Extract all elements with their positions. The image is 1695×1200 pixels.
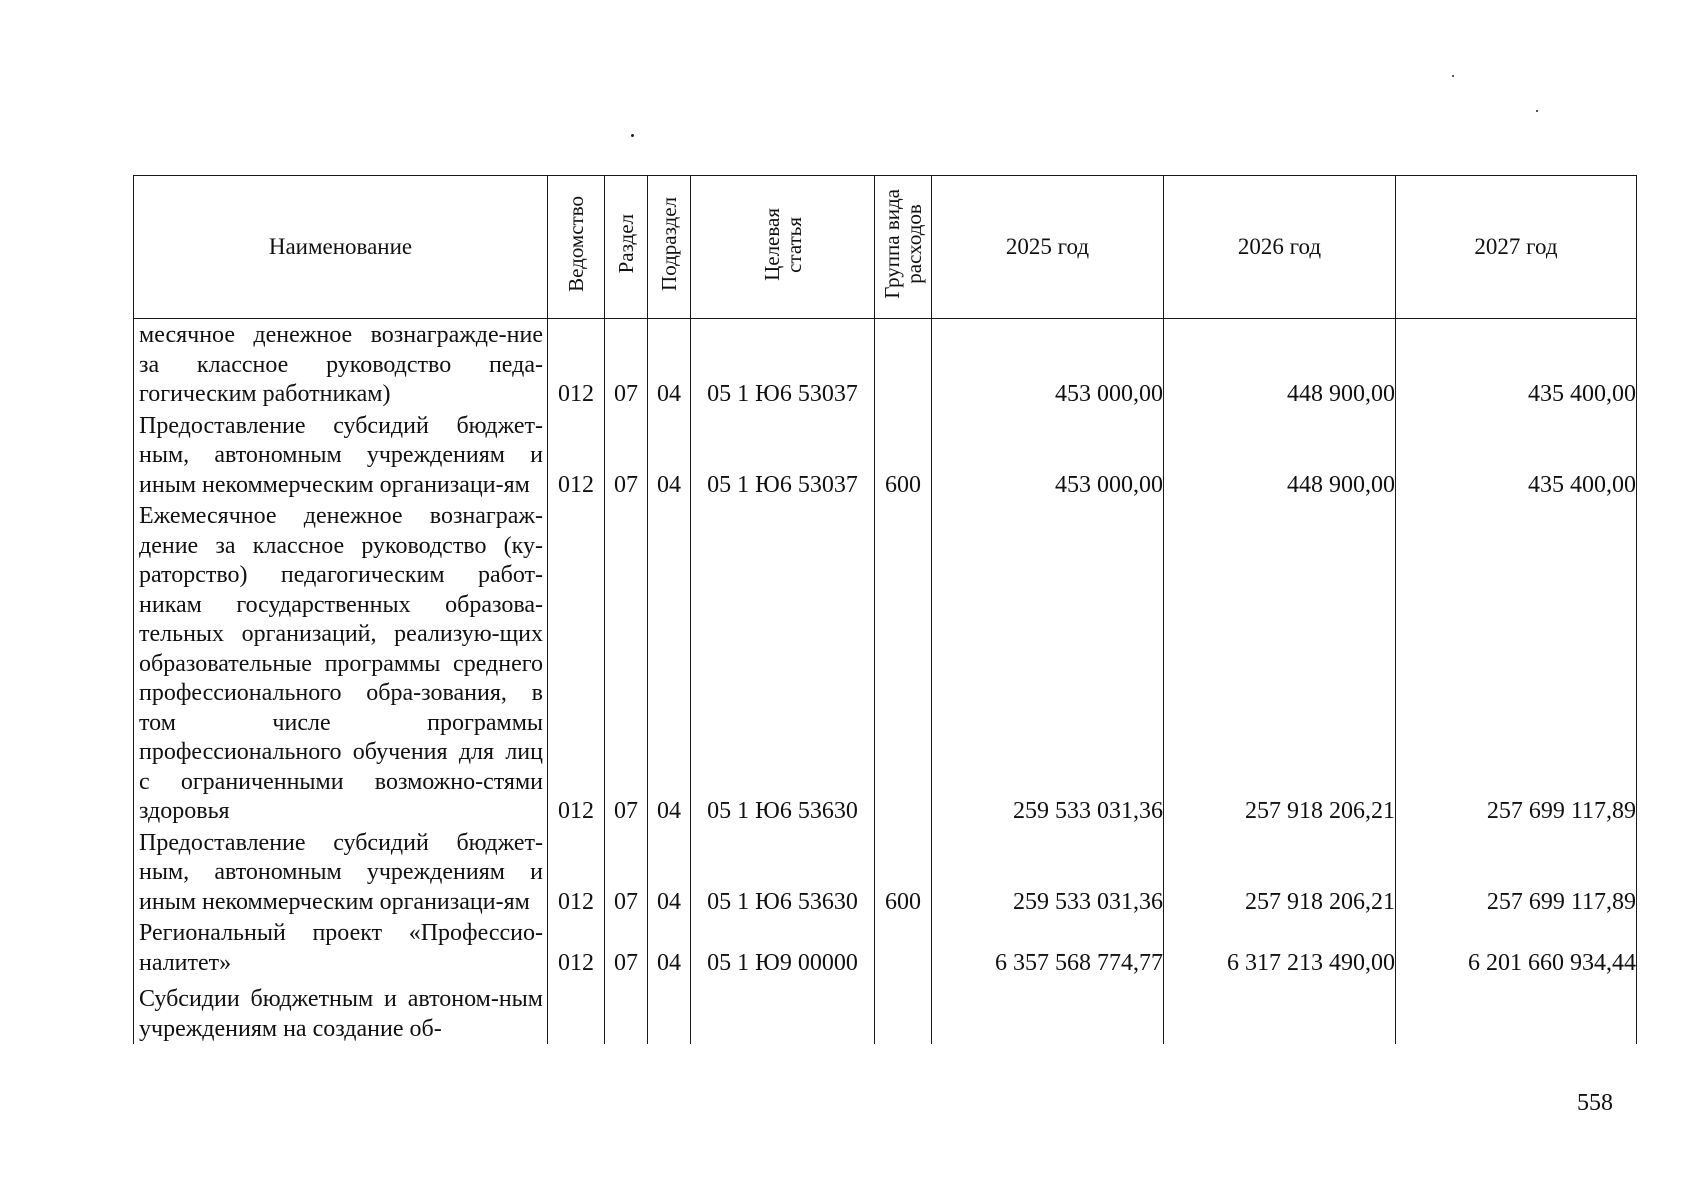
budget-table [133, 175, 1637, 1044]
header-expense-group: Группа вида расходов [875, 176, 932, 319]
row-2026: 257 918 206,21 [1164, 827, 1396, 918]
row-2025: 453 000,00 [932, 319, 1164, 410]
header-section: Раздел [605, 176, 648, 319]
row-subsection: 04 [648, 319, 691, 410]
header-2027: 2027 год [1396, 176, 1637, 319]
row-name: Ежемесячное денежное вознаграж-дение за классное руководство (ку-раторство) педагогическим работ-никам государственных образова-тельных организаций, реализую-щих образовательные программы среднего профессионального обра-зования, в том числе программы профессионального обучения для лиц с ограниченными возможно-стями здоровья [134, 500, 548, 827]
row-dept: 012 [548, 500, 605, 827]
row-2027: 257 699 117,89 [1396, 827, 1637, 918]
row-group: 600 [875, 827, 932, 918]
row-section [605, 978, 648, 1044]
row-target: 05 1 Ю6 53630 [691, 827, 875, 918]
row-subsection: 04 [648, 827, 691, 918]
row-subsection: 04 [648, 410, 691, 501]
row-name: Субсидии бюджетным и автоном-ным учреждениям на создание об- [134, 978, 548, 1044]
row-name: месячное денежное вознагражде-ние за классное руководство педа-гогическим работникам) [134, 319, 548, 410]
row-2026 [1164, 978, 1396, 1044]
header-2026: 2026 год [1164, 176, 1396, 319]
row-2025: 259 533 031,36 [932, 827, 1164, 918]
row-2025 [932, 978, 1164, 1044]
row-2027: 257 699 117,89 [1396, 500, 1637, 827]
scan-speck [1536, 110, 1538, 112]
row-dept: 012 [548, 917, 605, 978]
header-dept: Ведомство [548, 176, 605, 319]
scan-speck [1452, 75, 1454, 77]
row-group [875, 917, 932, 978]
row-2027: 435 400,00 [1396, 410, 1637, 501]
row-target: 05 1 Ю9 00000 [691, 917, 875, 978]
row-name: Региональный проект «Профессио-налитет» [134, 917, 548, 978]
row-subsection: 04 [648, 500, 691, 827]
row-section: 07 [605, 827, 648, 918]
table-row [134, 917, 1637, 978]
table-row [134, 410, 1637, 501]
row-target: 05 1 Ю6 53037 [691, 319, 875, 410]
row-2026: 6 317 213 490,00 [1164, 917, 1396, 978]
row-group: 600 [875, 410, 932, 501]
row-2026: 257 918 206,21 [1164, 500, 1396, 827]
row-target [691, 978, 875, 1044]
row-2027 [1396, 978, 1637, 1044]
table-header-row [134, 176, 1637, 319]
row-group [875, 500, 932, 827]
row-target: 05 1 Ю6 53037 [691, 410, 875, 501]
row-section: 07 [605, 500, 648, 827]
header-target: Целевая статья [691, 176, 875, 319]
row-2025: 259 533 031,36 [932, 500, 1164, 827]
row-dept: 012 [548, 827, 605, 918]
row-dept: 012 [548, 410, 605, 501]
row-2025: 453 000,00 [932, 410, 1164, 501]
row-subsection [648, 978, 691, 1044]
row-group [875, 319, 932, 410]
row-2026: 448 900,00 [1164, 319, 1396, 410]
table-row [134, 978, 1637, 1044]
header-name: Наименование [134, 176, 548, 319]
row-section: 07 [605, 319, 648, 410]
row-section: 07 [605, 917, 648, 978]
row-target: 05 1 Ю6 53630 [691, 500, 875, 827]
row-dept [548, 978, 605, 1044]
scan-speck [631, 134, 634, 137]
row-group [875, 978, 932, 1044]
page-number: 558 [1577, 1090, 1613, 1116]
row-2026: 448 900,00 [1164, 410, 1396, 501]
row-dept: 012 [548, 319, 605, 410]
row-2025: 6 357 568 774,77 [932, 917, 1164, 978]
row-2027: 435 400,00 [1396, 319, 1637, 410]
table-row [134, 319, 1637, 410]
row-section: 07 [605, 410, 648, 501]
header-2025: 2025 год [932, 176, 1164, 319]
row-name: Предоставление субсидий бюджет-ным, автономным учреждениям и иным некоммерческим организаци-ям [134, 410, 548, 501]
table-row [134, 827, 1637, 918]
row-2027: 6 201 660 934,44 [1396, 917, 1637, 978]
table-row [134, 500, 1637, 827]
row-name: Предоставление субсидий бюджет-ным, автономным учреждениям и иным некоммерческим организаци-ям [134, 827, 548, 918]
header-subsection: Подраздел [648, 176, 691, 319]
row-subsection: 04 [648, 917, 691, 978]
